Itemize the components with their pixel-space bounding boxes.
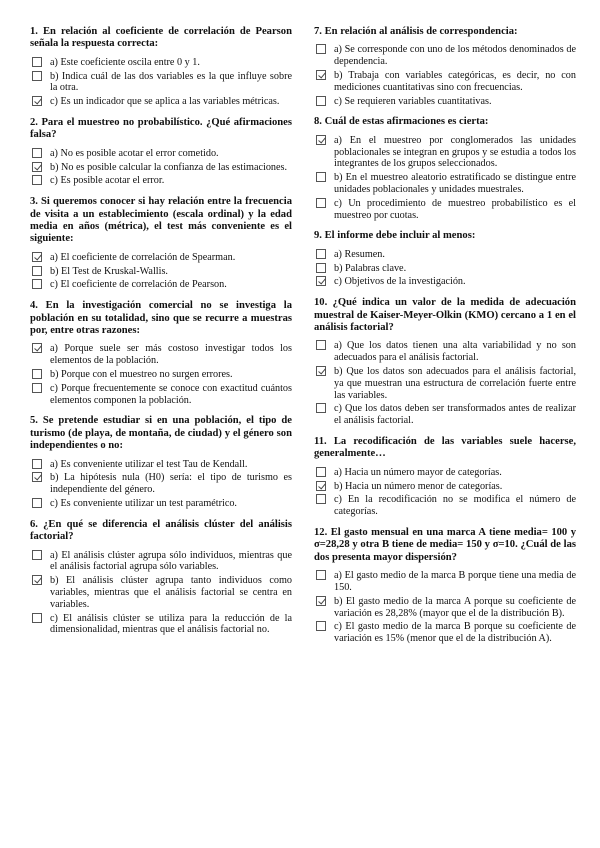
- checkbox-icon[interactable]: [32, 459, 42, 469]
- answer-option: [314, 70, 576, 94]
- question-text: 6. ¿En qué se diferencia el análisis clúster del análisis factorial?: [30, 518, 292, 543]
- option-label: b) Hacia un número menor de categorías.: [334, 480, 503, 492]
- option-label: b) La hipótesis nula (H0) sería: el tipo de turismo es independiente del género.: [50, 472, 292, 496]
- option-label: a) Se corresponde con uno de los métodos denominados de dependencia.: [334, 44, 576, 68]
- answer-option: [314, 481, 576, 493]
- checked-checkbox-icon[interactable]: [32, 162, 42, 172]
- checkbox-icon[interactable]: [316, 403, 326, 413]
- answer-option: [30, 383, 292, 407]
- option-label: a) El gasto medio de la marca B porque tiene una media de 150.: [334, 570, 576, 593]
- option-label: c) Objetivos de la investigación.: [334, 276, 466, 288]
- option-label: b) El Test de Kruskal-Wallis.: [50, 265, 168, 277]
- option-label: c) Es conveniente utilizar un test paramétrico.: [50, 498, 237, 510]
- option-label: c) Se requieren variables cuantitativas.: [334, 95, 492, 107]
- option-label: b) No es posible calcular la confianza de las estimaciones.: [50, 161, 288, 173]
- question-block: [30, 300, 292, 406]
- question-block: [314, 230, 576, 288]
- answer-option: [314, 403, 576, 427]
- question-text: 3. Si queremos conocer si hay relación entre la frecuencia de visita a un establecimiento (escala ordinal) y la edad media en años (métrica), el test más conveniente es el siguiente:: [30, 196, 292, 245]
- checked-checkbox-icon[interactable]: [32, 343, 42, 353]
- answer-option: [30, 472, 292, 496]
- checked-checkbox-icon[interactable]: [316, 135, 326, 145]
- option-label: c) Porque frecuentemente se conoce con exactitud cuántos elementos componen la población.: [50, 382, 292, 406]
- checkbox-icon[interactable]: [32, 550, 42, 560]
- option-label: b) Porque con el muestreo no surgen errores.: [50, 369, 233, 381]
- checkbox-icon[interactable]: [316, 494, 326, 504]
- option-label: c) El coeficiente de correlación de Pearson.: [50, 279, 227, 291]
- question-block: [314, 527, 576, 645]
- option-label: a) El coeficiente de correlación de Spearman.: [50, 251, 236, 263]
- option-label: b) Palabras clave.: [334, 262, 407, 274]
- checked-checkbox-icon[interactable]: [316, 276, 326, 286]
- answer-option: [314, 596, 576, 620]
- checkbox-icon[interactable]: [32, 175, 42, 185]
- answer-option: [30, 575, 292, 610]
- option-label: c) En la recodificación no se modifica el número de categorías.: [334, 494, 576, 518]
- option-label: c) Es posible acotar el error.: [50, 175, 165, 187]
- option-label: c) Es un indicador que se aplica a las variables métricas.: [50, 96, 280, 108]
- question-text: 4. En la investigación comercial no se investiga la población en su totalidad, sino que se recurre a muestras por, entre otras razones:: [30, 300, 292, 337]
- answer-option: [314, 198, 576, 222]
- question-block: [30, 117, 292, 187]
- option-label: b) El análisis clúster agrupa tanto individuos como variables, mientras que el análisis factorial se centra en variables.: [50, 575, 292, 610]
- question-block: [30, 196, 292, 291]
- checkbox-icon[interactable]: [316, 249, 326, 259]
- question-text: 8. Cuál de estas afirmaciones es cierta:: [314, 116, 489, 128]
- checkbox-icon[interactable]: [32, 71, 42, 81]
- answer-option: [30, 96, 292, 108]
- answer-option: [314, 621, 576, 645]
- option-label: a) Hacia un número mayor de categorías.: [334, 466, 502, 478]
- option-label: a) Que los datos tienen una alta variabilidad y no son adecuados para el análisis factorial.: [334, 340, 576, 364]
- right-column: [314, 26, 576, 654]
- option-label: a) En el muestreo por conglomerados las unidades poblacionales se integran en grupos y se estudia a todos los integrantes de los grupos seleccionados.: [334, 134, 576, 170]
- option-label: a) Es conveniente utilizar el test Tau de Kendall.: [50, 458, 248, 470]
- answer-option: [314, 96, 576, 108]
- option-label: b) Que los datos son adecuados para el análisis factorial, ya que muestran una estructura de correlación fuerte entre las variables.: [334, 365, 576, 401]
- option-label: a) No es posible acotar el error cometido.: [50, 147, 219, 159]
- option-label: c) El gasto medio de la marca B porque su coeficiente de variación es 15% (menor que el de la distribución A).: [334, 621, 576, 645]
- answer-option: [30, 369, 292, 381]
- checked-checkbox-icon[interactable]: [32, 96, 42, 106]
- option-label: c) El análisis clúster se utiliza para la reducción de la dimensionalidad, mientras que el análisis factorial no.: [50, 612, 292, 636]
- question-block: [30, 415, 292, 509]
- answer-option: [314, 340, 576, 364]
- checked-checkbox-icon[interactable]: [32, 252, 42, 262]
- answer-option: [314, 249, 576, 261]
- question-text: 11. La recodificación de las variables suele hacerse, generalmente…: [314, 435, 576, 460]
- answer-option: [314, 44, 576, 68]
- option-label: c) Que los datos deben ser transformados antes de realizar el análisis factorial.: [334, 403, 576, 427]
- checkbox-icon[interactable]: [316, 467, 326, 477]
- answer-option: [30, 343, 292, 367]
- checkbox-icon[interactable]: [316, 96, 326, 106]
- checkbox-icon[interactable]: [32, 383, 42, 393]
- checkbox-icon[interactable]: [316, 570, 326, 580]
- question-block: [30, 519, 292, 636]
- answer-option: [30, 279, 292, 291]
- checkbox-icon[interactable]: [32, 57, 42, 67]
- answer-option: [314, 570, 576, 594]
- checked-checkbox-icon[interactable]: [316, 366, 326, 376]
- checkbox-icon[interactable]: [316, 44, 326, 54]
- question-block: [314, 436, 576, 518]
- answer-option: [314, 135, 576, 170]
- checked-checkbox-icon[interactable]: [316, 596, 326, 606]
- question-text: 10. ¿Qué indica un valor de la medida de adecuación muestral de Kaiser-Meyer-Olkin (KMO) cercano a 1 en el análisis factorial?: [314, 297, 576, 333]
- answer-option: [30, 550, 292, 574]
- answer-option: [314, 494, 576, 518]
- question-block: [314, 26, 576, 107]
- answer-option: [314, 172, 576, 196]
- question-block: [314, 297, 576, 427]
- answer-option: [30, 252, 292, 264]
- checkbox-icon[interactable]: [316, 621, 326, 631]
- question-text: 12. El gasto mensual en una marca A tiene media= 100 y σ=28,28 y otra B tiene de media= 150 y σ=10. ¿Cuál de las dos presenta mayor dispersión?: [314, 526, 576, 563]
- option-label: a) Porque suele ser más costoso investigar todos los elementos de la población.: [50, 343, 292, 367]
- answer-option: [314, 366, 576, 401]
- checkbox-icon[interactable]: [316, 263, 326, 273]
- answer-option: [30, 57, 292, 69]
- answer-option: [30, 175, 292, 187]
- option-label: a) El análisis clúster agrupa sólo individuos, mientras que el análisis factorial agrupa sólo variables.: [50, 549, 292, 573]
- answer-option: [30, 498, 292, 510]
- option-label: b) Trabaja con variables categóricas, es decir, no con mediciones cuantitativas sino con frecuencias.: [334, 70, 576, 93]
- checkbox-icon[interactable]: [316, 340, 326, 350]
- option-label: b) En el muestreo aleatorio estratificado se distingue entre unidades poblacionales y unidades muestrales.: [334, 172, 576, 195]
- checked-checkbox-icon[interactable]: [32, 575, 42, 585]
- question-text: 7. En relación al análisis de correspondencia:: [314, 26, 518, 37]
- checkbox-icon[interactable]: [32, 369, 42, 379]
- option-label: b) Indica cuál de las dos variables es la que influye sobre la otra.: [50, 70, 292, 94]
- answer-option: [314, 263, 576, 275]
- answer-option: [30, 266, 292, 278]
- answer-option: [30, 162, 292, 174]
- answer-option: [30, 459, 292, 471]
- answer-option: [314, 467, 576, 479]
- checked-checkbox-icon[interactable]: [32, 472, 42, 482]
- checkbox-icon[interactable]: [32, 613, 42, 623]
- checkbox-icon[interactable]: [32, 148, 42, 158]
- option-label: a) Resumen.: [334, 248, 385, 260]
- question-block: [314, 116, 576, 221]
- checked-checkbox-icon[interactable]: [316, 481, 326, 491]
- option-label: b) El gasto medio de la marca A porque su coeficiente de variación es 28,28% (mayor que el de la distribución B).: [334, 595, 576, 619]
- checkbox-icon[interactable]: [32, 266, 42, 276]
- option-label: a) Este coeficiente oscila entre 0 y 1.: [50, 56, 200, 68]
- left-column: [30, 26, 292, 645]
- question-block: [30, 26, 292, 108]
- question-text: 5. Se pretende estudiar si en una población, el tipo de turismo (de playa, de montaña, de ciudad) y el género son independientes o no:: [30, 415, 292, 452]
- answer-option: [30, 148, 292, 160]
- answer-option: [314, 276, 576, 288]
- checked-checkbox-icon[interactable]: [316, 70, 326, 80]
- checkbox-icon[interactable]: [316, 172, 326, 182]
- checkbox-icon[interactable]: [316, 198, 326, 208]
- option-label: c) Un procedimiento de muestreo probabilístico es el muestreo por cuotas.: [334, 197, 576, 221]
- question-text: 9. El informe debe incluir al menos:: [314, 230, 476, 242]
- question-text: 2. Para el muestreo no probabilístico. ¿Qué afirmaciones falsa?: [30, 117, 292, 141]
- checkbox-icon[interactable]: [32, 279, 42, 289]
- answer-option: [30, 613, 292, 637]
- checkbox-icon[interactable]: [32, 498, 42, 508]
- answer-option: [30, 71, 292, 95]
- question-text: 1. En relación al coeficiente de correlación de Pearson señala la respuesta correcta:: [30, 26, 292, 50]
